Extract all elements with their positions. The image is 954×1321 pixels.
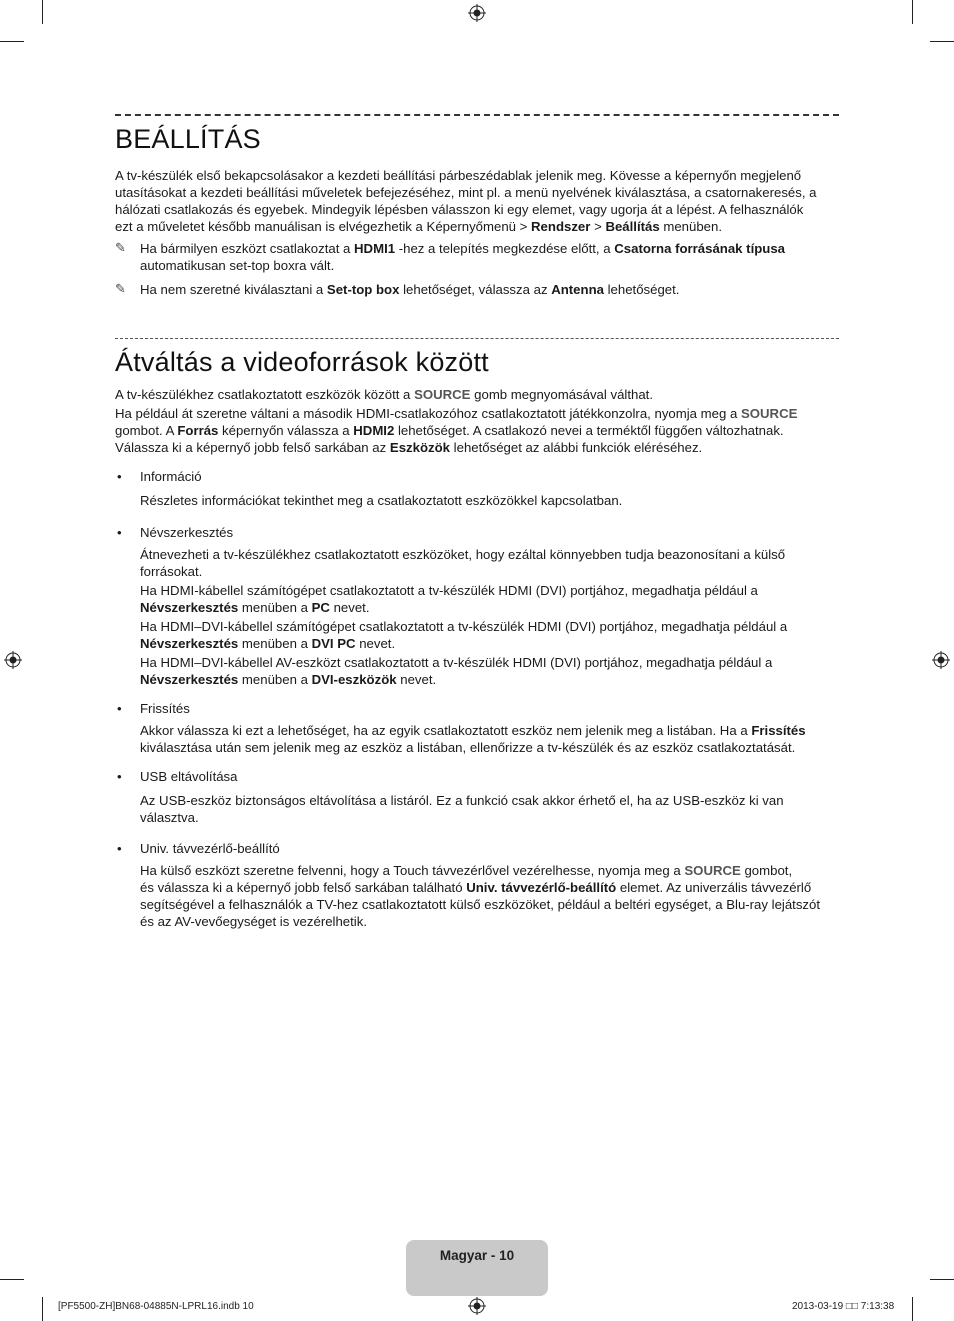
text-line	[115, 405, 835, 422]
bullet-item-refresh	[117, 700, 190, 717]
page-number-label: Magyar - 10	[439, 1248, 515, 1263]
registration-mark-icon	[4, 651, 22, 669]
text-line	[140, 862, 840, 879]
text-line: A tv-készülék első bekapcsolásakor a kezdeti beállítási párbeszédablak jelenik meg. Kövesse a képernyőn megjelenő	[115, 168, 802, 183]
source-intro-paragraph	[115, 386, 835, 403]
keyword-source: SOURCE	[414, 387, 471, 402]
text-line: hálózati csatlakozás és egyebek. Mindegyik lépésben válasszon ki egy elemet, vagy ugorja át a lépést. A felhasználók	[115, 202, 804, 217]
note-pencil-icon: ✎	[115, 281, 126, 296]
crop-mark-top-left-v	[42, 0, 43, 24]
bullet-icon: •	[117, 525, 122, 540]
bullet-label: Frissítés	[140, 701, 190, 716]
keyword-antenna: Antenna	[551, 282, 604, 297]
text-segment: és válassza ki a képernyő jobb felső sarkában található	[140, 880, 467, 895]
text-line: Ha HDMI–DVI-kábellel számítógépet csatlakoztatott a tv-készülék HDMI (DVI) portjához, megadhatja például a	[140, 619, 788, 634]
text-line	[115, 386, 835, 403]
text-line	[140, 671, 840, 688]
text-line	[140, 722, 840, 739]
bullet-item-rename	[117, 524, 233, 541]
section-title-setup: BEÁLLÍTÁS	[115, 124, 261, 154]
text-segment: Ha külső eszközt szeretne felvenni, hogy a Touch távvezérlővel vezérelhesse, nyomja meg a	[140, 863, 685, 878]
keyword-dvi-devices: DVI-eszközök	[311, 672, 397, 687]
refresh-description	[140, 722, 840, 756]
bullet-label: Információ	[140, 469, 202, 484]
text-line	[115, 218, 835, 235]
bullet-label: USB eltávolítása	[140, 769, 238, 784]
setup-intro-paragraph	[115, 167, 835, 235]
registration-mark-icon	[468, 1297, 486, 1315]
text-line: forrásokat.	[140, 564, 203, 579]
text-line: automatikusan set-top boxra vált.	[140, 258, 335, 273]
text-segment: Válassza ki a képernyő jobb felső sarkában az	[115, 440, 390, 455]
crop-mark-bottom-right-h	[930, 1279, 954, 1280]
crop-mark-top-right-v	[912, 0, 913, 24]
text-segment: ezt a műveletet később manuálisan is elvégezhetik a Képernyőmenü >	[115, 219, 532, 234]
crop-mark-bottom-right-v	[912, 1297, 913, 1321]
keyword-refresh: Frissítés	[751, 723, 806, 738]
text-line: Az USB-eszköz biztonságos eltávolítása a listáról. Ez a funkció csak akkor érhető el, ha az USB-eszköz ki van	[140, 793, 784, 808]
text-segment: lehetőséget, válassza az	[399, 282, 552, 297]
text-segment: lehetőséget. A csatlakozó nevei a terméktől függően változhatnak.	[394, 423, 784, 438]
text-segment: elemet. Az univerzális távvezérlő	[616, 880, 812, 895]
keyword-channel-source-type: Csatorna forrásának típusa	[614, 241, 786, 256]
text-segment: menüben a	[238, 600, 312, 615]
keyword-pc: PC	[311, 600, 330, 615]
bullet-icon: •	[117, 469, 122, 484]
crop-mark-bottom-left-h	[0, 1279, 24, 1280]
crop-mark-bottom-left-v	[42, 1297, 43, 1321]
keyword-hdmi1: HDMI1	[354, 241, 396, 256]
bullet-icon: •	[117, 701, 122, 716]
print-timestamp: 2013-03-19 □□ 7:13:38	[792, 1301, 895, 1312]
note-settop-box	[140, 281, 840, 298]
text-segment: menüben a	[238, 672, 312, 687]
registration-mark-icon	[932, 651, 950, 669]
print-file-info: [PF5500-ZH]BN68-04885N-LPRL16.indb 10	[58, 1301, 254, 1312]
text-segment: -hez a telepítés megkezdése előtt, a	[395, 241, 615, 256]
section-title-source-switching: Átváltás a videoforrások között	[115, 347, 489, 377]
text-segment: >	[590, 219, 606, 234]
text-line: segítségével a felhasználók a TV-hez csatlakoztatott külső eszközöket, például a beltéri egységet, a Blu-ray lejátszót	[140, 897, 821, 912]
registration-mark-icon	[468, 4, 486, 22]
keyword-source: SOURCE	[684, 863, 741, 878]
text-line	[115, 422, 835, 439]
keyword-universal-remote: Univ. távvezérlő-beállító	[466, 880, 617, 895]
text-line: Részletes információkat tekinthet meg a csatlakoztatott eszközökkel kapcsolatban.	[140, 493, 623, 508]
text-line: és az AV-vevőegységet is vezérelhetik.	[140, 914, 367, 929]
info-description	[140, 492, 840, 509]
usb-description	[140, 792, 840, 826]
section-divider	[115, 338, 839, 339]
text-segment: menüben.	[659, 219, 723, 234]
crop-mark-top-right-h	[930, 41, 954, 42]
text-segment: nevet.	[329, 600, 370, 615]
keyword-dvi-pc: DVI PC	[311, 636, 356, 651]
text-segment: nevet.	[396, 672, 437, 687]
text-segment: gombot,	[740, 863, 793, 878]
crop-mark-top-left-h	[0, 41, 24, 42]
text-segment: lehetőséget az alábbi funkciók eléréséhez.	[450, 440, 703, 455]
text-line	[140, 879, 840, 896]
bullet-item-info	[117, 468, 202, 485]
keyword-eszkozok: Eszközök	[389, 440, 451, 455]
section-divider	[115, 114, 839, 116]
bullet-icon: •	[117, 769, 122, 784]
text-segment: nevet.	[355, 636, 396, 651]
keyword-hdmi2: HDMI2	[353, 423, 395, 438]
text-segment: lehetőséget.	[603, 282, 680, 297]
text-line: Ha HDMI–DVI-kábellel AV-eszközt csatlakoztatott a tv-készülék HDMI (DVI) portjához, megadhatja például a	[140, 655, 773, 670]
text-line: kiválasztása után sem jelenik meg az eszköz a listában, ellenőrizze a tv-készülék és az eszköz csatlakoztatását.	[140, 740, 796, 755]
text-segment: A tv-készülékhez csatlakoztatott eszközök között a	[115, 387, 415, 402]
text-segment: menüben a	[238, 636, 312, 651]
text-segment: gomb megnyomásával válthat.	[470, 387, 654, 402]
text-segment: Ha például át szeretne váltani a második HDMI-csatlakozóhoz csatlakoztatott játékkonzolra, nyomja meg a	[115, 406, 741, 421]
text-line: választva.	[140, 810, 199, 825]
keyword-source: SOURCE	[740, 406, 798, 421]
text-line	[140, 635, 840, 652]
bullet-icon: •	[117, 841, 122, 856]
text-line: Ha HDMI-kábellel számítógépet csatlakoztatott a tv-készülék HDMI (DVI) portjához, megadhatja például a	[140, 583, 758, 598]
note-hdmi1	[140, 240, 840, 274]
text-line	[115, 439, 835, 456]
remote-description	[140, 862, 840, 930]
text-segment: Akkor válassza ki ezt a lehetőséget, ha az egyik csatlakoztatott eszköz nem jelenik meg a listában. Ha a	[140, 723, 752, 738]
page-number-tab	[406, 1240, 548, 1296]
menu-path-beallitas: Beállítás	[605, 219, 660, 234]
text-line	[140, 599, 840, 616]
text-segment: képernyőn válassza a	[218, 423, 354, 438]
bullet-item-usb-remove	[117, 768, 238, 785]
text-segment: Ha bármilyen eszközt csatlakoztat a	[140, 241, 355, 256]
bullet-label: Univ. távvezérlő-beállító	[140, 841, 280, 856]
text-segment: gombot. A	[115, 423, 178, 438]
bullet-item-universal-remote	[117, 840, 280, 857]
keyword-rename: Névszerkesztés	[140, 600, 239, 615]
text-line	[140, 240, 840, 257]
rename-description	[140, 546, 840, 688]
source-example-paragraph	[115, 405, 835, 456]
text-line: Átnevezheti a tv-készülékhez csatlakoztatott eszközöket, hogy ezáltal könnyebben tudja beazonosítani a külső	[140, 547, 786, 562]
keyword-settop-box: Set-top box	[326, 282, 400, 297]
bullet-label: Névszerkesztés	[140, 525, 234, 540]
text-line	[140, 281, 840, 298]
menu-path-rendszer: Rendszer	[531, 219, 591, 234]
text-line: utasításokat a kezdeti beállítási műveletek befejezéséhez, mint pl. a menü nyelvének kiválasztása, a csatornakeresés, a	[115, 185, 817, 200]
text-segment: Ha nem szeretné kiválasztani a	[140, 282, 327, 297]
keyword-forras: Forrás	[177, 423, 219, 438]
keyword-rename: Névszerkesztés	[140, 636, 239, 651]
note-pencil-icon: ✎	[115, 240, 126, 255]
keyword-rename: Névszerkesztés	[140, 672, 239, 687]
